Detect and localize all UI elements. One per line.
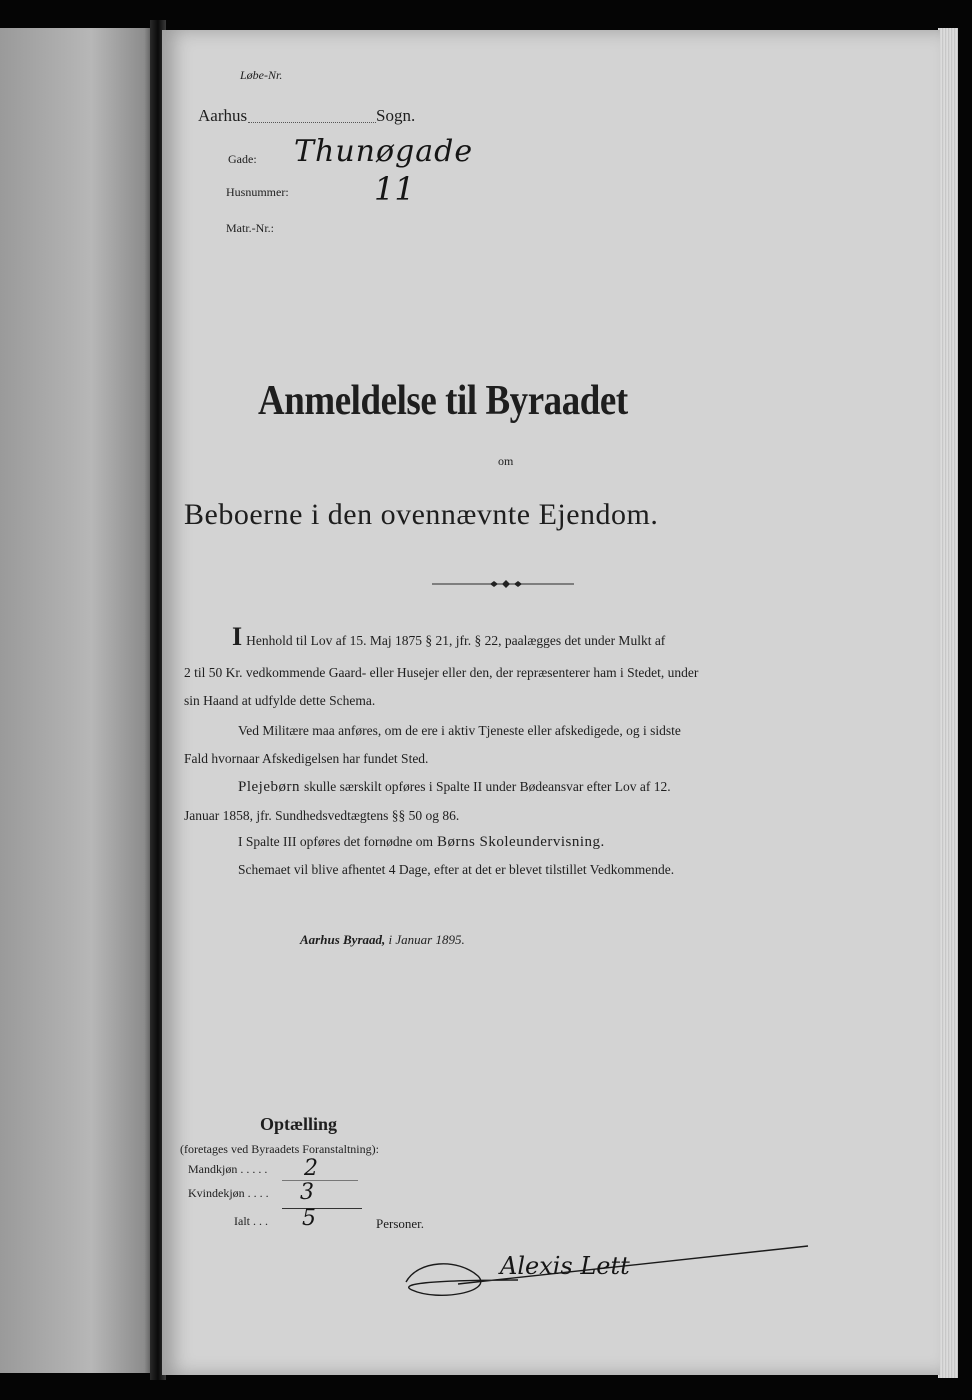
paragraph-2-line-1: Ved Militære maa anføres, om de ere i aktiv Tjeneste eller afskedigede, og i sidste bbox=[238, 723, 681, 738]
issuer-line bbox=[300, 932, 465, 948]
parish-dotted-line bbox=[248, 122, 376, 123]
paragraph-4 bbox=[238, 833, 605, 851]
page-edges bbox=[938, 28, 958, 1378]
facing-page bbox=[0, 28, 152, 1373]
mandkjoen-label: Mandkjøn . . . . . bbox=[188, 1162, 268, 1176]
page-subtitle: Beboerne i den ovennævnte Ejendom. bbox=[184, 498, 659, 531]
paragraph-1-line-1 bbox=[232, 622, 665, 652]
issuer-org: Aarhus Byraad, bbox=[300, 932, 386, 947]
mandkjoen-rule bbox=[282, 1180, 358, 1181]
matr-label: Matr.-Nr.: bbox=[226, 221, 274, 235]
count-heading: Optælling bbox=[260, 1114, 338, 1134]
title-connector: om bbox=[498, 454, 514, 468]
paragraph-3-line-1 bbox=[238, 778, 671, 796]
p1-line-1-text: Henhold til Lov af 15. Maj 1875 § 21, jfr. § 22, paalægges det under Mulkt af bbox=[246, 633, 666, 648]
husnummer-label: Husnummer: bbox=[226, 185, 289, 199]
personer-label: Personer. bbox=[376, 1216, 425, 1231]
husnummer-value: 11 bbox=[374, 170, 415, 208]
paragraph-2-line-2: Fald hvornaar Afskedigelsen har fundet Sted. bbox=[184, 751, 429, 766]
count-note: (foretages ved Byraadets Foranstaltning): bbox=[180, 1142, 379, 1156]
drop-initial: I bbox=[232, 622, 243, 651]
ialt-value: 5 bbox=[302, 1206, 316, 1231]
p3-line-1-text: skulle særskilt opføres i Spalte II under Bødeansvar efter Lov af 12. bbox=[304, 779, 671, 794]
paragraph-5: Schemaet vil blive afhentet 4 Dage, efter at det er blevet tilstillet Vedkommende. bbox=[238, 862, 675, 877]
signature: Alexis Lett bbox=[500, 1252, 630, 1280]
paragraph-1-line-2: 2 til 50 Kr. vedkommende Gaard- eller Husejer eller den, der repræsenterer ham i Stedet, under bbox=[184, 665, 699, 680]
p4-emphasis: Børns Skoleundervisning. bbox=[436, 834, 605, 850]
issuer-date: i Januar 1895. bbox=[388, 932, 465, 947]
kvindekjoen-label: Kvindekjøn . . . . bbox=[188, 1186, 269, 1200]
ornament-divider bbox=[430, 578, 576, 590]
p4-text: I Spalte III opføres det fornødne om bbox=[238, 834, 433, 849]
ialt-label: Ialt . . . bbox=[234, 1214, 268, 1228]
mandkjoen-value: 2 bbox=[304, 1156, 318, 1181]
loebe-nr-label: Løbe-Nr. bbox=[240, 68, 283, 82]
document-page bbox=[162, 30, 940, 1375]
paragraph-3-line-2: Januar 1858, jfr. Sundhedsvedtægtens §§ 50 og 86. bbox=[184, 808, 460, 823]
plejeboern-lead: Plejebørn bbox=[238, 779, 300, 795]
gade-value: Thunøgade bbox=[294, 134, 474, 169]
paragraph-1-line-3: sin Haand at udfylde dette Schema. bbox=[184, 693, 376, 708]
gade-label: Gade: bbox=[228, 152, 257, 166]
parish-prefix: Aarhus bbox=[198, 106, 248, 125]
total-rule bbox=[282, 1208, 362, 1209]
parish-suffix: Sogn. bbox=[376, 106, 416, 125]
kvindekjoen-value: 3 bbox=[300, 1180, 314, 1205]
page-title: Anmeldelse til Byraadet bbox=[258, 378, 628, 424]
